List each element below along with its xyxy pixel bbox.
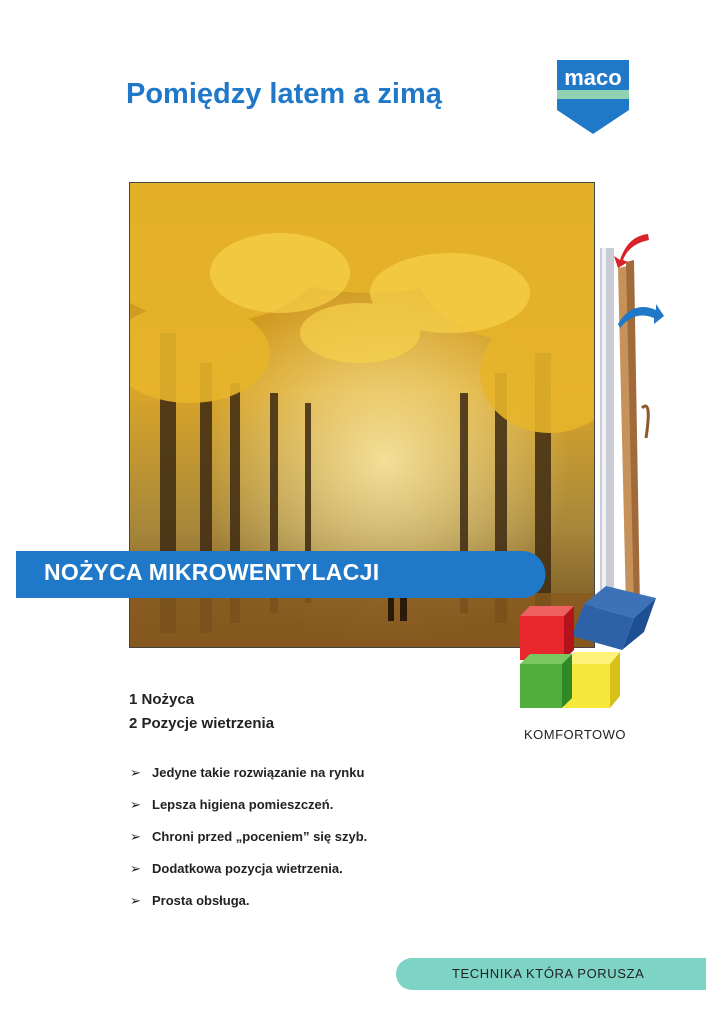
list-item: ➢ Jedyne takie rozwiązanie na rynku <box>130 764 367 796</box>
comfort-label: KOMFORTOWO <box>524 727 627 742</box>
feature-list <box>130 764 367 924</box>
numbered-item: 1 Nożyca <box>129 691 195 708</box>
window-ventilation-illustration <box>596 228 666 608</box>
list-item: ➢ Lepsza higiena pomieszczeń. <box>130 796 367 828</box>
list-item: ➢ Prosta obsługa. <box>130 892 367 924</box>
list-item: ➢ Chroni przed „poceniem” się szyb. <box>130 828 367 860</box>
banner-title: NOŻYCA MIKROWENTYLACJI <box>44 559 380 585</box>
maco-logo-text: maco <box>564 65 622 90</box>
numbered-item: 2 Pozycje wietrzenia <box>129 715 275 732</box>
footer-tagline: TECHNIKA KTÓRA PORUSZA <box>452 966 645 981</box>
arrow-bullet-icon: ➢ <box>130 893 141 908</box>
maco-logo <box>557 60 629 134</box>
arrow-bullet-icon: ➢ <box>130 765 141 780</box>
page-title: Pomiędzy latem a zimą <box>126 78 442 110</box>
arrow-bullet-icon: ➢ <box>130 861 141 876</box>
arrow-bullet-icon: ➢ <box>130 829 141 844</box>
arrow-bullet-icon: ➢ <box>130 797 141 812</box>
colored-cubes-icon <box>516 584 660 714</box>
list-item: ➢ Dodatkowa pozycja wietrzenia. <box>130 860 367 892</box>
numbered-list <box>129 688 274 736</box>
